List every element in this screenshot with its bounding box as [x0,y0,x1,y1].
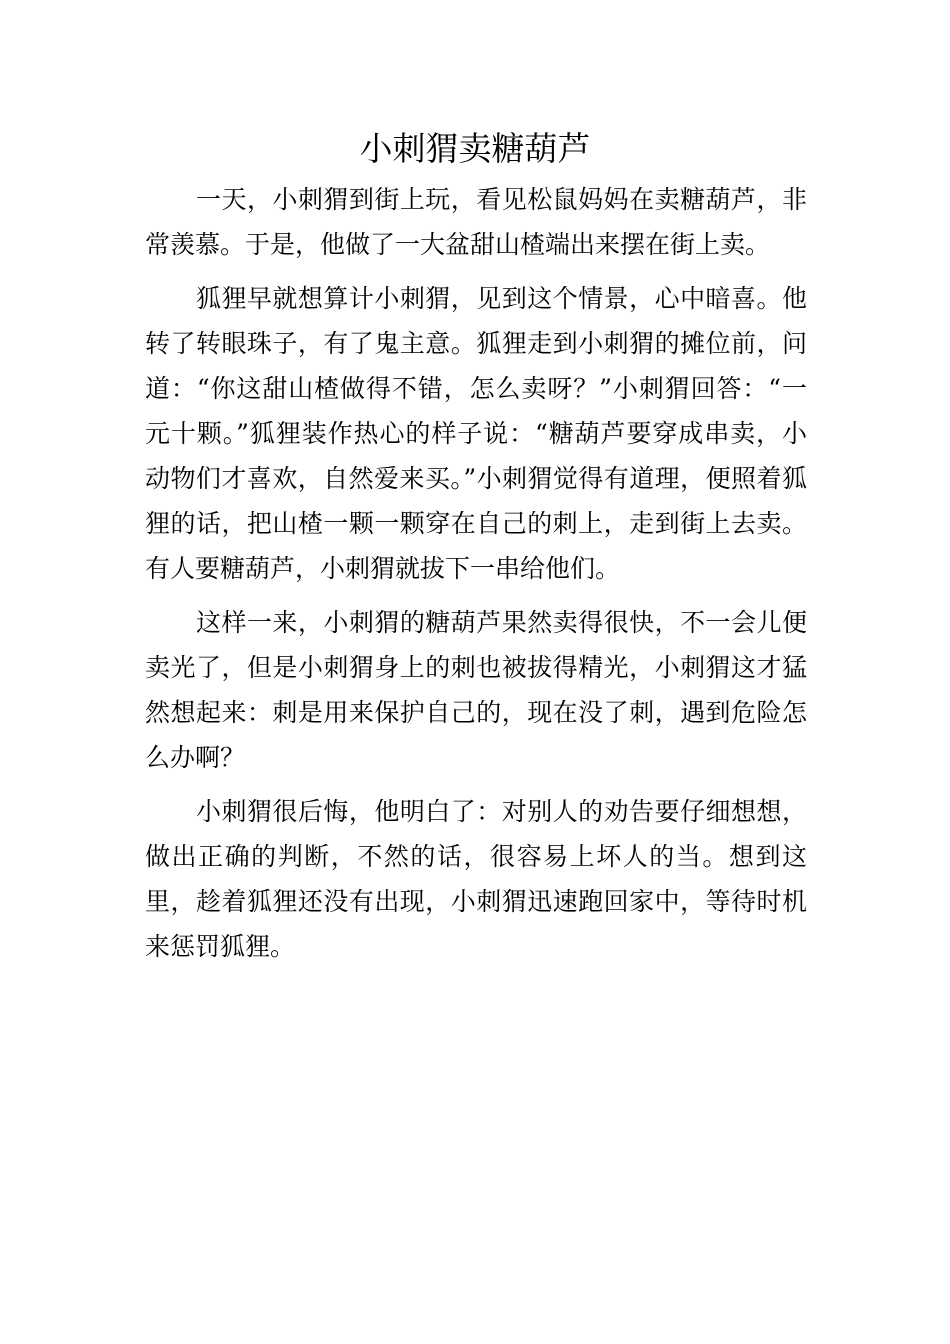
paragraph-1: 一天，小刺猬到街上玩，看见松鼠妈妈在卖糖葫芦，非常羡慕。于是，他做了一大盆甜山楂端出来摆在街上卖。 [145,185,807,259]
paragraph-3: 这样一来，小刺猬的糖葫芦果然卖得很快，不一会儿便卖光了，但是小刺猬身上的刺也被拔得精光，小刺猬这才猛然想起来：刺是用来保护自己的，现在没了刺，遇到危险怎么办啊？ [145,608,807,772]
document-title: 小刺猬卖糖葫芦 [359,129,591,168]
paragraph-4: 小刺猬很后悔，他明白了：对别人的劝告要仔细想想，做出正确的判断，不然的话，很容易上坏人的当。想到这里，趁着狐狸还没有出现，小刺猬迅速跑回家中，等待时机来惩罚狐狸。 [145,797,807,961]
paragraph-2: 狐狸早就想算计小刺猬，见到这个情景，心中暗喜。他转了转眼珠子，有了鬼主意。狐狸走到小刺猬的摊位前，问道：“你这甜山楂做得不错，怎么卖呀？”小刺猬回答：“一元十颗。”狐狸装作热心的样子说：“糖葫芦要穿成串卖，小动物们才喜欢，自然爱来买。”小刺猬觉得有道理，便照着狐狸的话，把山楂一颗一颗穿在自己的刺上，走到街上去卖。有人要糖葫芦，小刺猬就拔下一串给他们。 [145,284,807,583]
document-body [145,177,807,978]
